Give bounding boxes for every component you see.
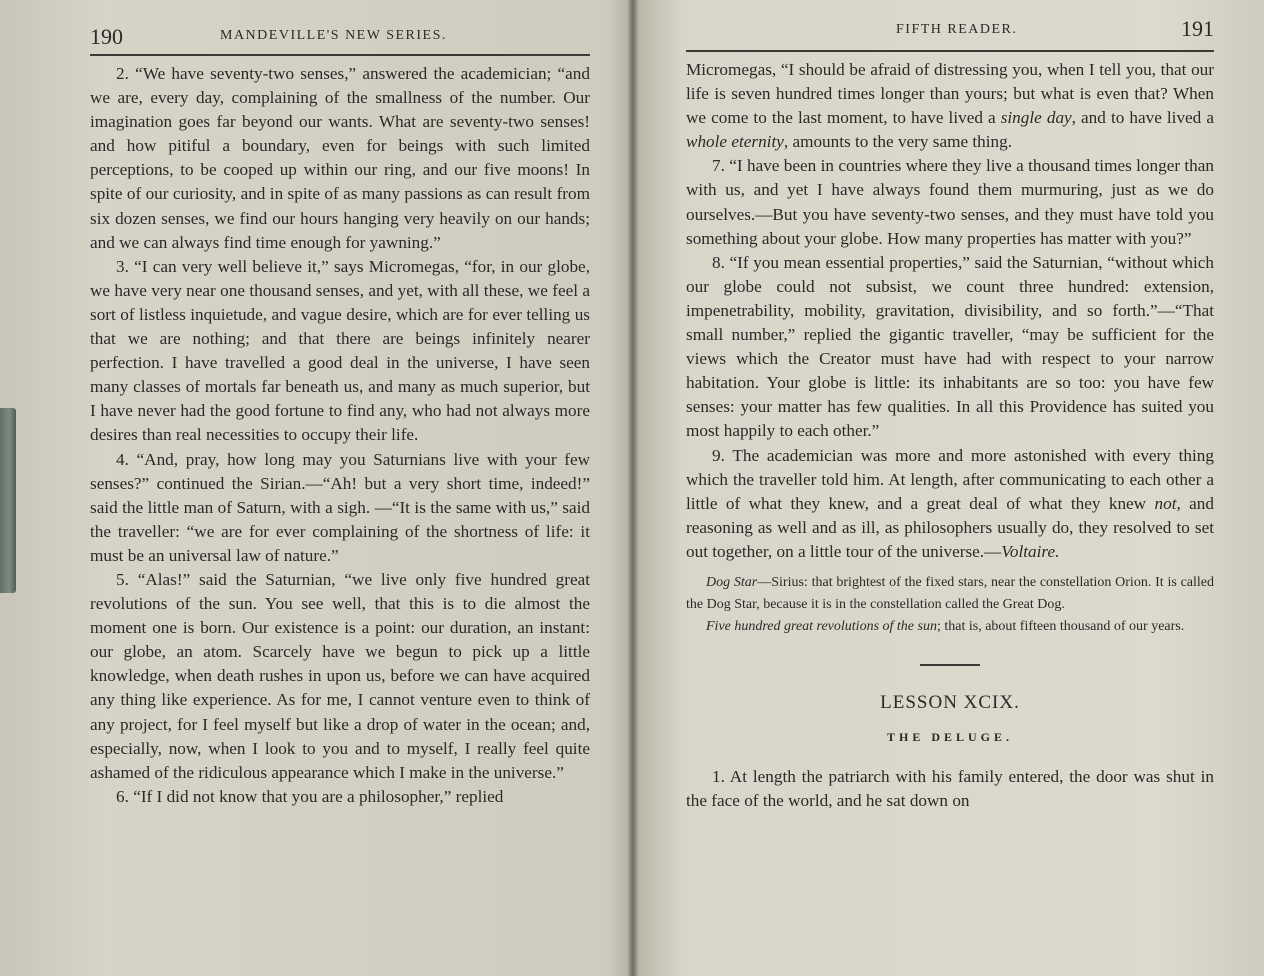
paragraph-2: 2. “We have seventy-two senses,” answered the academician; “and we are, every day, complaining of the smallness of the number. Our imagination goes far beyond our wants. What are seventy-two senses! and how pitiful a boundary, even for beings with such limited perceptions, to be cooped up within our ring, and our five moons! In spite of our curiosity, and in spite of as many passions as can result from six dozen senses, we find our hours hanging very heavily on our hands; and we can always find time enough for yawning.” — [90, 64, 590, 252]
left-header-title: MANDEVILLE'S NEW SERIES. — [220, 28, 447, 43]
left-body-text — [90, 62, 590, 809]
paragraph-8: 8. “If you mean essential properties,” said the Saturnian, “without which our globe could not subsist, we count three hundred: extension, impenetrability, mobility, gravitation, divisibility, and so forth.”—“That small number,” replied the gigantic traveller, “may be sufficient for the views which the Creator must have had with respect to your narrow habitation. Your globe is little: its inhabitants are so too: you have few senses: your matter has few qualities. In all this Providence has suited you most happily to each other.” — [686, 252, 1214, 441]
lesson-paragraph-1: 1. At length the patriarch with his family entered, the door was shut in the face of the world, and he sat down on — [686, 766, 1214, 811]
note-revolutions: Five hundred great revolutions of the sun; that is, about fifteen thousand of our years. — [706, 618, 1185, 634]
paragraph-7: 7. “I have been in countries where they live a thousand times longer than with us, and yet I have always found them murmuring, just as we do ourselves.—But you have seventy-two senses, and they must have told you something about your globe. How many properties has matter with you?” — [686, 156, 1214, 248]
paragraph-9: 9. The academician was more and more astonished with every thing which the traveller told him. At length, after communicating to each other a little of what they knew, and a great deal of what they knew not, and reasoning as well and as ill, as philosophers usually do, they resolved to set out together, on a little tour of the universe.—Voltaire. — [686, 445, 1214, 561]
paragraph-3: 3. “I can very well believe it,” says Micromegas, “for, in our globe, we have very near one thousand senses, and yet, with all these, we feel a sort of listless inquietude, and vague desire, which are for ever telling us that we are nothing; and that there are beings infinitely nearer perfection. I have travelled a good deal in the universe, I have seen many classes of mortals far beneath us, and many as much superior, but I have never had the good fortune to find any, who had not always more desires than real necessities to occupy their life. — [90, 256, 590, 445]
left-running-head — [90, 18, 590, 56]
section-divider — [920, 664, 980, 666]
right-header-title: FIFTH READER. — [896, 22, 1018, 37]
paragraph-4: 4. “And, pray, how long may you Saturnians live with your few senses?” continued the Sirian.—“Ah! but a very short time, indeed!” said the little man of Saturn, with a sigh. —“It is the same with us,” said the traveller: “we are for ever complaining of the shortness of life: it must be an universal law of nature.” — [90, 449, 590, 565]
paragraph-6-continued: Micromegas, “I should be afraid of distressing you, when I tell you, that our life is seven hundred times longer than yours; but what is even that? When we come to the last moment, to have lived a single day, and to have lived a whole eternity, amounts to the very same thing. — [686, 60, 1214, 152]
right-running-head — [686, 14, 1214, 52]
page-number-right: 191 — [1181, 16, 1214, 41]
note-dog-star: Dog Star—Sirius: that brightest of the fixed stars, near the constellation Orion. It is called the Dog Star, because it is in the constellation called the Great Dog. — [686, 574, 1215, 612]
footnotes — [686, 572, 1214, 638]
lesson-title: LESSON XCIX. — [880, 691, 1020, 713]
right-page — [636, 0, 1264, 976]
right-body-text — [686, 58, 1214, 564]
lesson-subtitle: THE DELUGE. — [886, 729, 1014, 744]
lesson-body — [686, 765, 1214, 813]
paragraph-6-start: 6. “If I did not know that you are a philosopher,” replied — [116, 786, 504, 806]
paragraph-5: 5. “Alas!” said the Saturnian, “we live only five hundred great revolutions of the sun. You see well, that this is to die almost the moment one is born. Our existence is a point: our duration, an instant: our globe, an atom. Scarcely have we begun to pick up a little knowledge, when death rushes in upon us, before we can have acquired any thing like experience. As for me, I cannot venture even to think of any project, for I feel myself but like a drop of water in the ocean; and, especially, now, when I look to you and to myself, I really feel quite ashamed of the ridiculous appearance which I make in the universe.” — [90, 569, 590, 782]
page-number-left: 190 — [90, 24, 123, 49]
